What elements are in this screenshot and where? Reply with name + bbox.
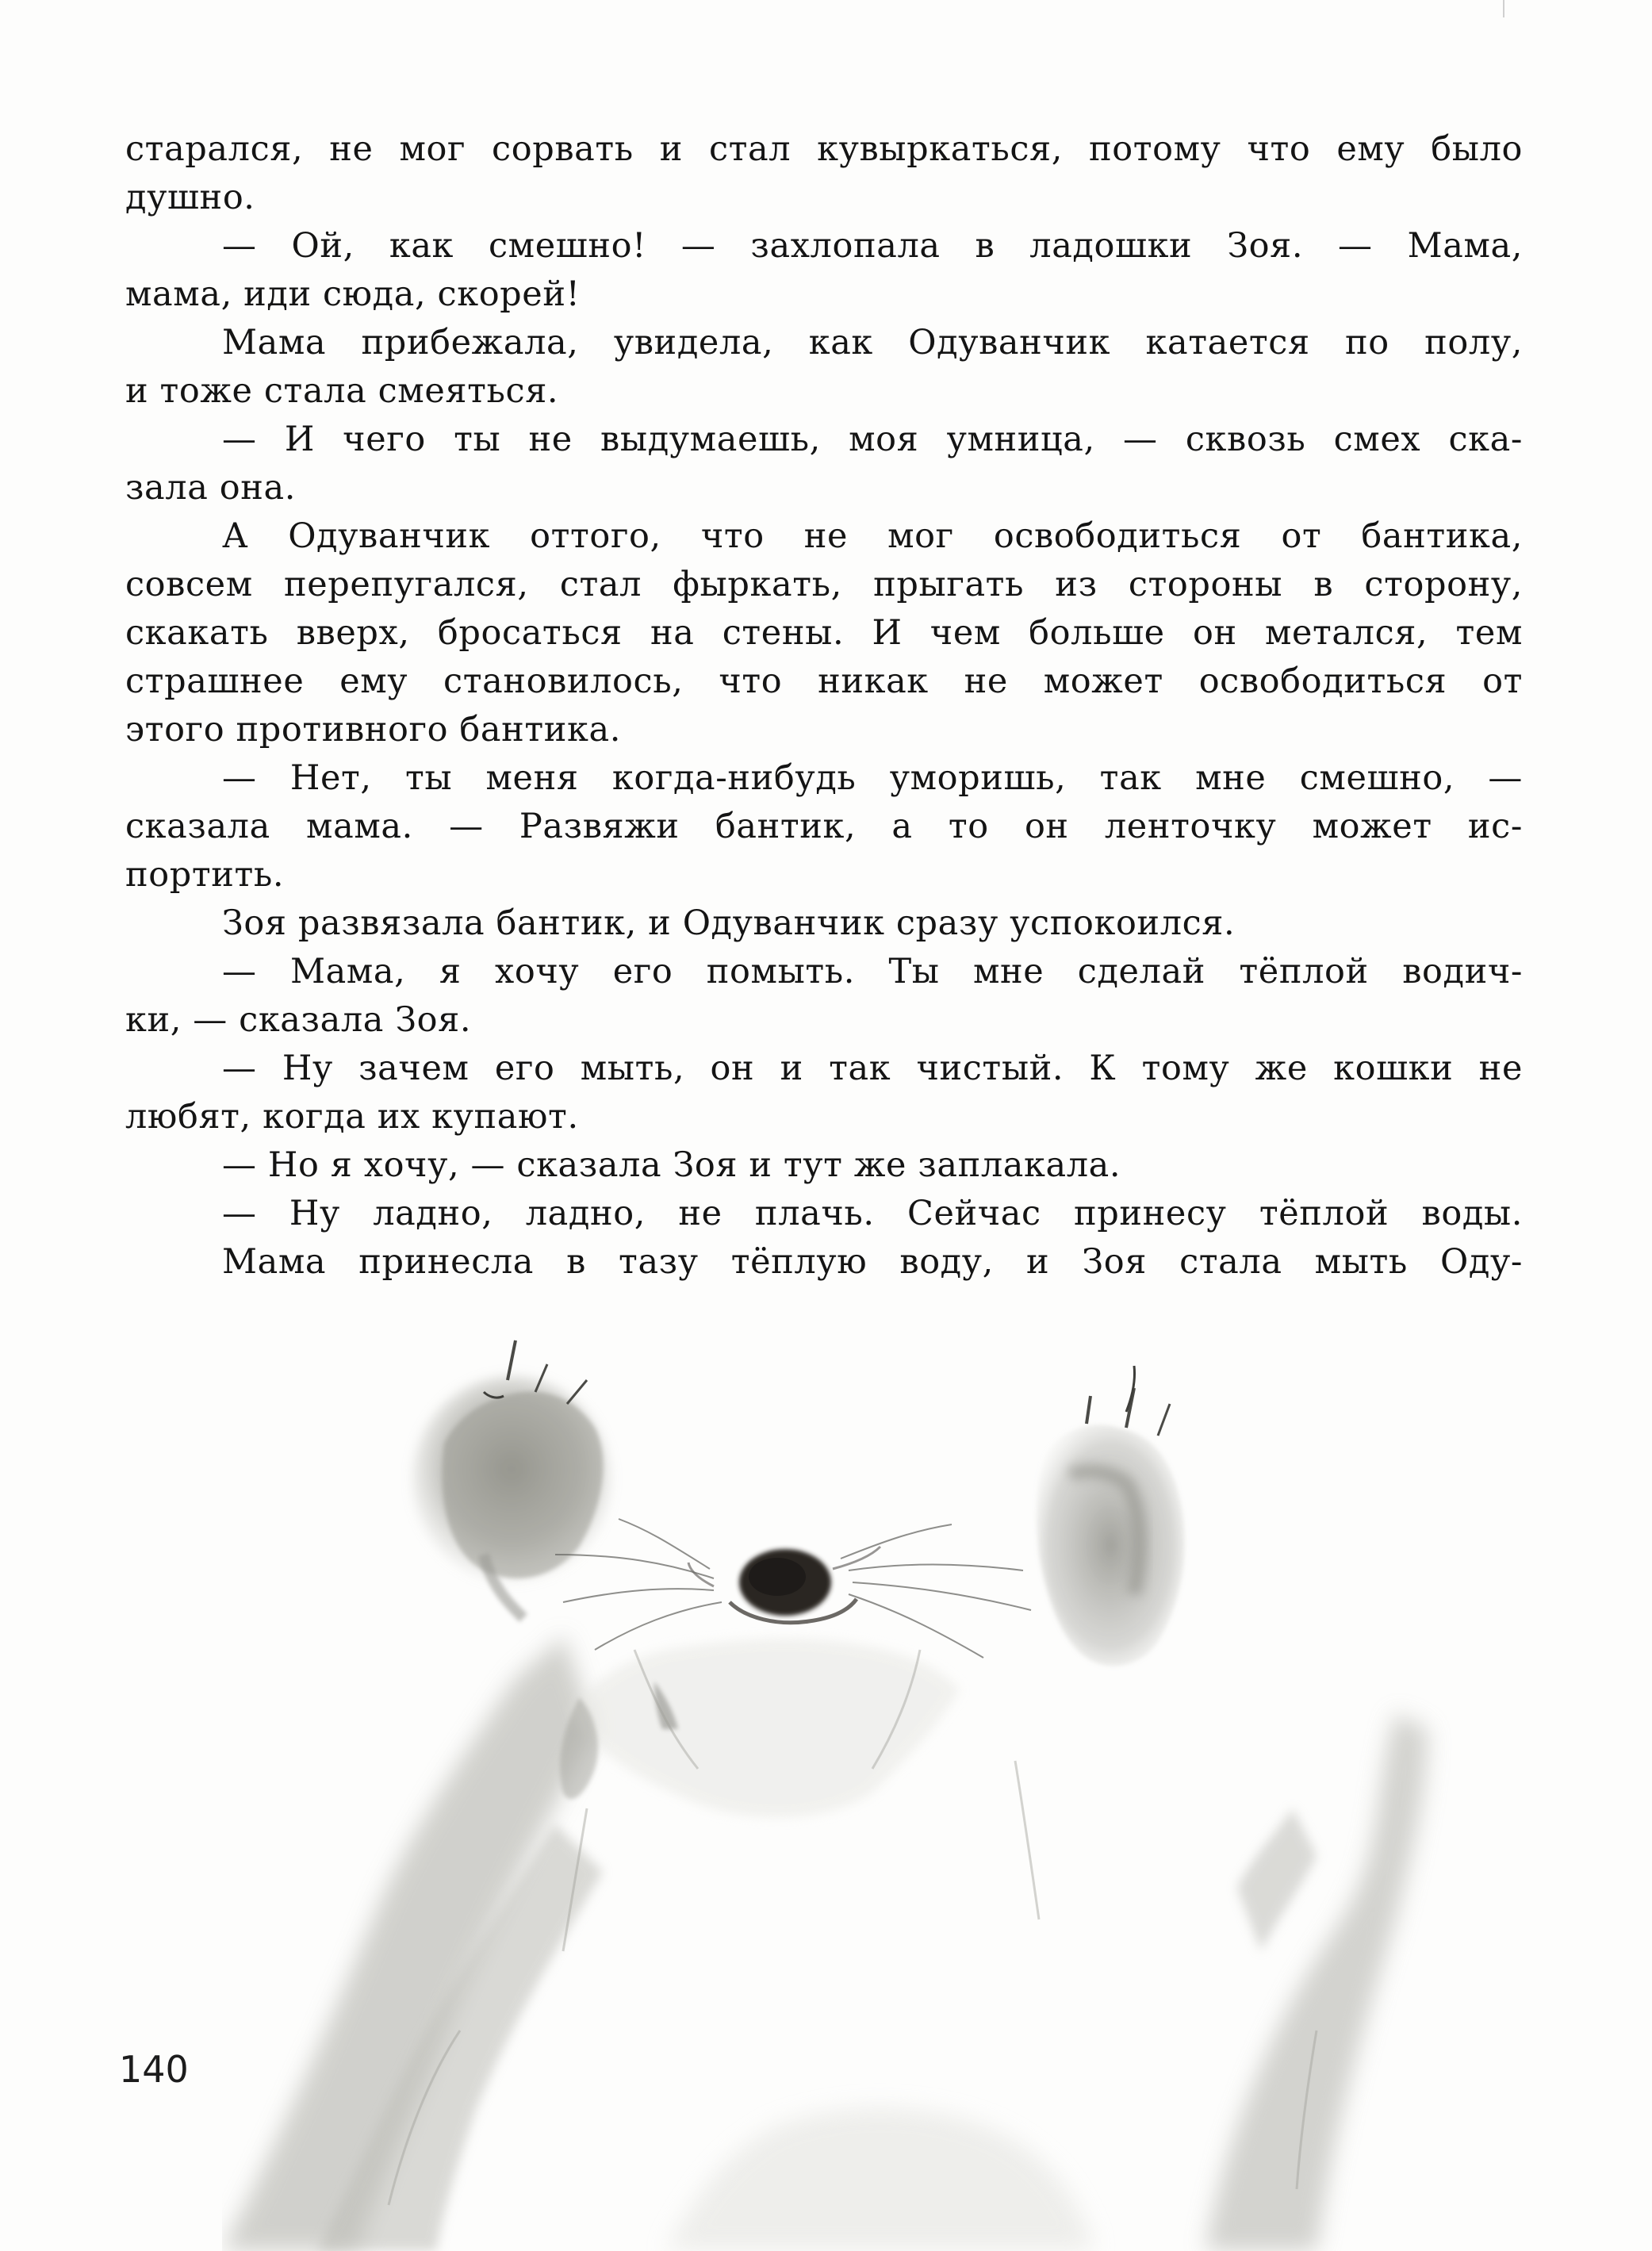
text-line: Зоя развязала бантик, и Одуванчик сразу успокоился. (222, 903, 1236, 943)
cat-nose (688, 1547, 880, 1623)
text-line: — Нет, ты меня когда-нибудь уморишь, так мне смешно, — (222, 758, 1523, 798)
cat-head (560, 1639, 960, 1818)
text-line: и тоже стала смеяться. (125, 371, 559, 411)
text-line: — Ну ладно, ладно, не плачь. Сейчас принесу тёплой воды. (222, 1194, 1523, 1233)
text-line: этого противного бантика. (125, 710, 622, 750)
text-line: — Мама, я хочу его помыть. Ты мне сделай тёплой водич- (222, 952, 1523, 991)
text-line: страшнее ему становилось, что никак не может освободиться от (125, 661, 1523, 701)
text-line: — Ой, как смешно! — захлопала в ладошки Зоя. — Мама, (222, 226, 1523, 266)
text-line: Мама принесла в тазу тёплую воду, и Зоя стала мыть Оду- (222, 1242, 1523, 1282)
text-line: — Ну зачем его мыть, он и так чистый. К тому же кошки не (222, 1049, 1523, 1088)
text-line: зала она. (125, 468, 296, 508)
text-line: портить. (125, 855, 285, 895)
text-line: скакать вверх, бросаться на стены. И чем больше он метался, тем (125, 613, 1523, 653)
page-corner-mark (1503, 0, 1504, 17)
text-line: душно. (125, 178, 255, 217)
text-line: старался, не мог сорвать и стал кувыркаться, потому что ему было (125, 129, 1523, 169)
left-paw (412, 1340, 611, 1618)
text-line: — И чего ты не выдумаешь, моя умница, — сквозь смех ска- (222, 420, 1523, 459)
text-line: сказала мама. — Развяжи бантик, а то он ленточку может ис- (125, 807, 1523, 846)
text-line: любят, когда их купают. (125, 1097, 579, 1137)
page-number: 140 (119, 2048, 189, 2091)
right-paw (1037, 1366, 1185, 1666)
text-line: ки, — сказала Зоя. (125, 1000, 472, 1040)
text-line: совсем перепугался, стал фыркать, прыгать из стороны в сторону, (125, 565, 1523, 604)
cat-illustration (222, 1317, 1586, 2251)
story-text (125, 125, 1523, 1287)
text-line: А Одуванчик оттого, что не мог освободиться от бантика, (222, 516, 1523, 556)
text-line: — Но я хочу, — сказала Зоя и тут же заплакала. (222, 1145, 1121, 1185)
text-line: мама, иди сюда, скорей! (125, 274, 581, 314)
text-line: Мама прибежала, увидела, как Одуванчик катается по полу, (222, 323, 1523, 362)
